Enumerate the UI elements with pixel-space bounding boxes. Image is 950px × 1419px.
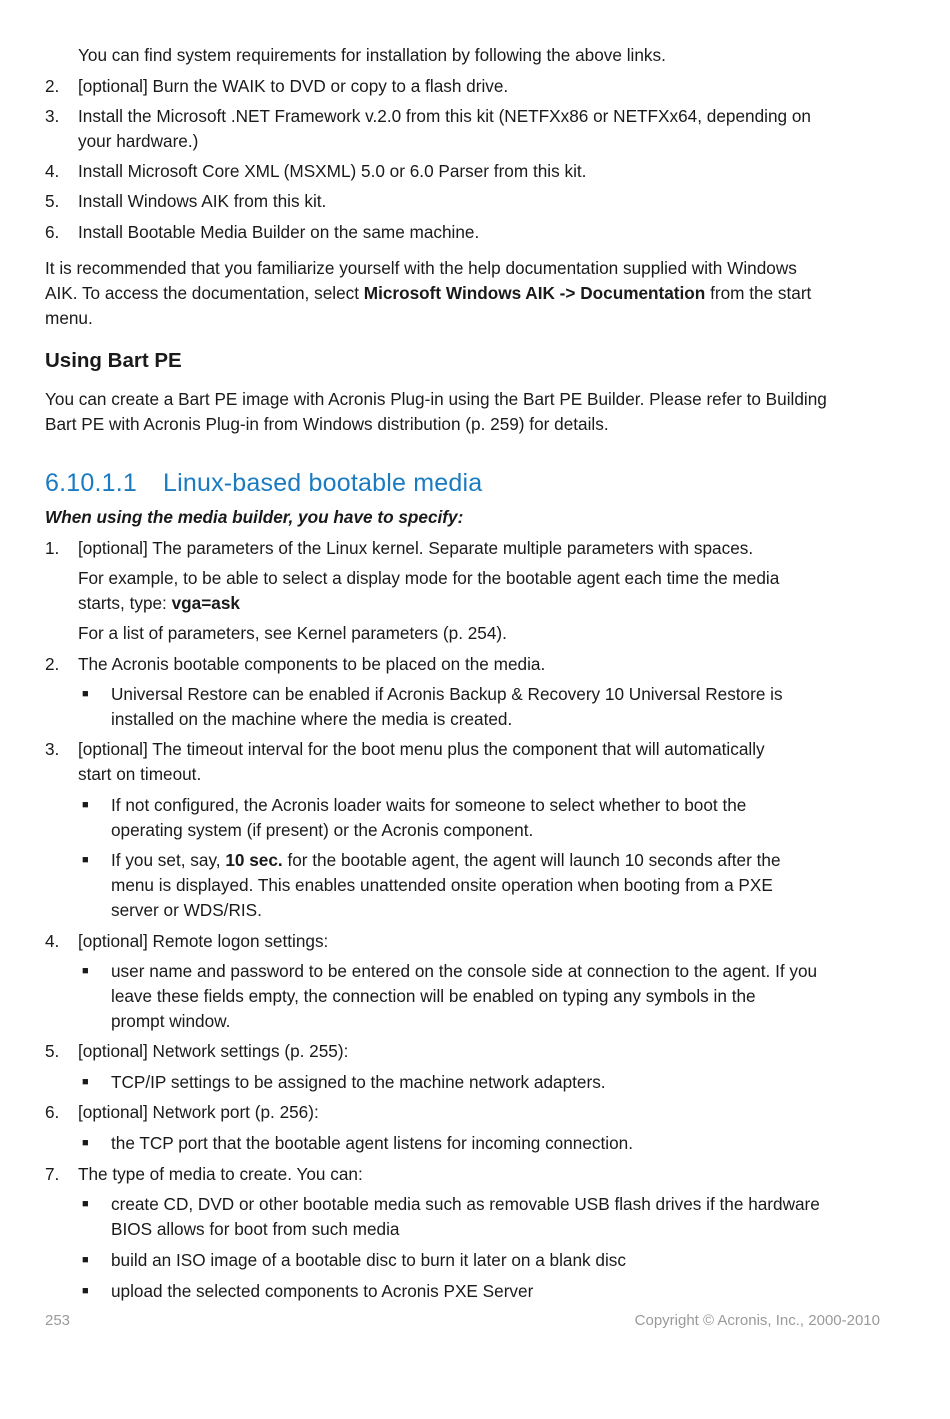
step-text-continued: your hardware.) [78,131,199,151]
step-number: 3. [45,106,60,126]
bullet-text: create CD, DVD or other bootable media such as removable USB flash drives if the hardware [111,1194,820,1214]
item-text: [optional] The timeout interval for the boot menu plus the component that will automatically [78,739,765,759]
item-number: 6. [45,1102,60,1122]
bartpe-heading: Using Bart PE [45,349,182,372]
copyright-notice: Copyright © Acronis, Inc., 2000-2010 [634,1312,880,1329]
requirements-note: You can find system requirements for installation by following the above links. [78,45,666,65]
item-text: [optional] The parameters of the Linux kernel. Separate multiple parameters with spaces. [78,538,754,558]
step-number: 6. [45,222,60,242]
bullet-text: upload the selected components to Acronis PXE Server [111,1281,534,1301]
item-number: 4. [45,931,60,951]
kernel-param-example: vga=ask [171,593,240,613]
bullet-text: If not configured, the Acronis loader waits for someone to select whether to boot the [111,795,747,815]
recommend-paragraph-line: It is recommended that you familiarize yourself with the help documentation supplied with Windows [45,258,797,278]
step-text: [optional] Burn the WAIK to DVD or copy to a flash drive. [78,76,509,96]
item-text-continued: start on timeout. [78,764,202,784]
step-text: Install Windows AIK from this kit. [78,191,327,211]
item-number: 7. [45,1164,60,1184]
bullet-icon: ■ [82,688,89,700]
section-lead: When using the media builder, you have to specify: [45,507,464,527]
bullet-text: installed on the machine where the media is created. [111,709,513,729]
bullet-icon: ■ [82,965,89,977]
menu-path: Microsoft Windows AIK -> Documentation [363,283,706,303]
bullet-icon: ■ [82,1198,89,1210]
bullet-text: menu is displayed. This enables unattended onsite operation when booting from a PXE [111,875,773,895]
bullet-text: the TCP port that the bootable agent listens for incoming connection. [111,1133,634,1153]
bullet-text: leave these fields empty, the connection will be enabled on typing any symbols in the [111,986,756,1006]
timeout-example: 10 sec. [225,850,283,870]
item-number: 5. [45,1041,60,1061]
item-see-also: For a list of parameters, see Kernel parameters (p. 254). [78,623,507,643]
bullet-text: TCP/IP settings to be assigned to the machine network adapters. [111,1072,606,1092]
step-number: 5. [45,191,60,211]
item-example-line: For example, to be able to select a display mode for the bootable agent each time the media [78,568,780,588]
item-text: [optional] Remote logon settings: [78,931,329,951]
item-number: 3. [45,739,60,759]
item-text: The type of media to create. You can: [78,1164,363,1184]
bullet-icon: ■ [82,1285,89,1297]
section-heading [45,468,482,498]
bullet-icon: ■ [82,1137,89,1149]
item-text: [optional] Network settings (p. 255): [78,1041,349,1061]
step-number: 2. [45,76,60,96]
bullet-text: prompt window. [111,1011,231,1031]
bullet-text: user name and password to be entered on the console side at connection to the agent. If you [111,961,818,981]
step-text: Install Microsoft Core XML (MSXML) 5.0 or 6.0 Parser from this kit. [78,161,587,181]
recommend-paragraph-line: menu. [45,308,93,328]
section-number: 6.10.1.1 [45,469,137,497]
bullet-text: build an ISO image of a bootable disc to burn it later on a blank disc [111,1250,626,1270]
item-example-line: starts, type: vga=ask [78,593,240,613]
bullet-icon: ■ [82,1254,89,1266]
recommend-paragraph-line: AIK. To access the documentation, select Microsoft Windows AIK -> Documentation from the start [45,283,812,303]
bartpe-paragraph-line: Bart PE with Acronis Plug-in from Windows distribution (p. 259) for details. [45,414,609,434]
bullet-icon: ■ [82,799,89,811]
bullet-text: server or WDS/RIS. [111,900,262,920]
item-number: 2. [45,654,60,674]
bullet-icon: ■ [82,1076,89,1088]
step-text: Install the Microsoft .NET Framework v.2.0 from this kit (NETFXx86 or NETFXx64, depending on [78,106,811,126]
step-number: 4. [45,161,60,181]
page-number: 253 [45,1312,71,1329]
item-text: [optional] Network port (p. 256): [78,1102,319,1122]
item-number: 1. [45,538,60,558]
bullet-text: Universal Restore can be enabled if Acronis Backup & Recovery 10 Universal Restore is [111,684,783,704]
bullet-icon: ■ [82,854,89,866]
bullet-text: operating system (if present) or the Acronis component. [111,820,534,840]
step-text: Install Bootable Media Builder on the same machine. [78,222,480,242]
section-title: Linux-based bootable media [163,469,483,497]
bullet-text: If you set, say, 10 sec. for the bootable agent, the agent will launch 10 seconds after the [111,850,781,870]
bullet-text: BIOS allows for boot from such media [111,1219,400,1239]
bartpe-paragraph-line: You can create a Bart PE image with Acronis Plug-in using the Bart PE Builder. Please refer to Building [45,389,827,409]
item-text: The Acronis bootable components to be placed on the media. [78,654,546,674]
